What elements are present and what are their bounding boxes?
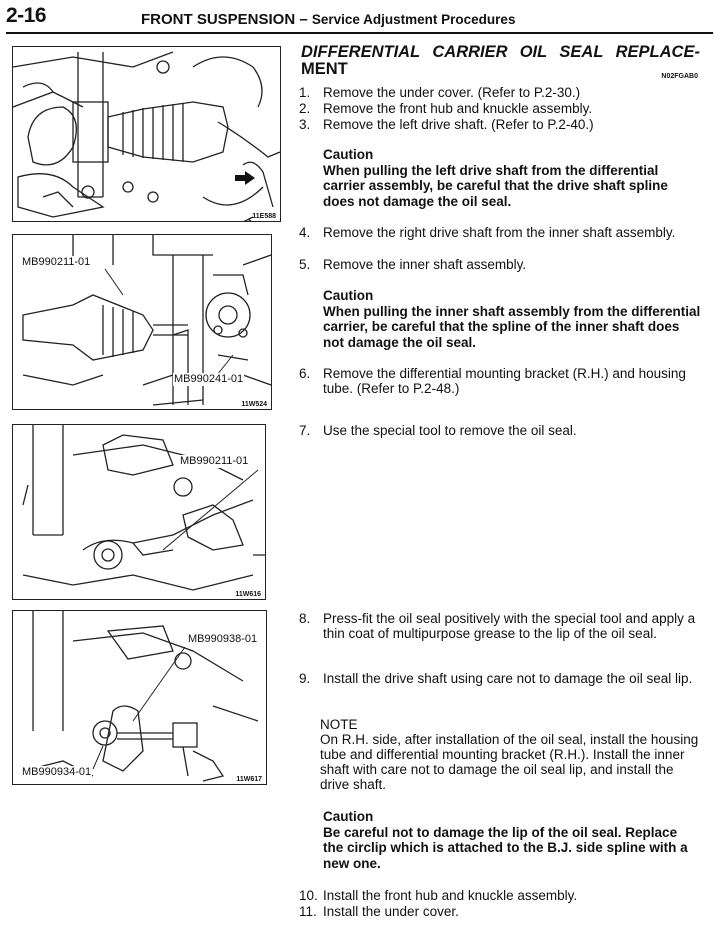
step-number: 6. [299,366,311,381]
step-item [299,888,701,903]
arrow-icon [13,47,280,221]
step-text: Install the under cover. [323,904,459,919]
figure-press-fit-oil-seal [12,610,267,785]
caution-text: When pulling the inner shaft assembly from the differential carrier, be careful that the spline of the inner shaft does not damage the oil seal. [323,303,701,350]
leader-lines [13,425,265,599]
figure-code: 11W617 [236,776,262,783]
figure-remove-oil-seal [12,424,266,600]
step-text: Remove the right drive shaft from the inner shaft assembly. [323,225,676,240]
note-heading: NOTE [320,717,358,732]
step-text: Remove the front hub and knuckle assembly. [323,101,593,116]
header-title [141,11,515,28]
section-title [301,44,700,78]
step-item [299,257,701,272]
tool-label-mb990211: MB990211-01 [180,455,249,467]
header-rule [6,32,713,34]
title-word: MENT [301,60,348,78]
caution-heading: Caution [323,288,374,303]
step-text: Remove the inner shaft assembly. [323,257,527,272]
step-text: Press-fit the oil seal positively with the special tool and apply a thin coat of multipurpose grease to the lip of the oil seal. [323,611,696,641]
step-number: 11. [299,904,317,919]
step-text: Install the drive shaft using care not to damage the oil seal lip. [323,671,693,686]
caution-heading: Caution [323,147,374,162]
leader-lines [13,611,266,784]
title-word: CARRIER [432,43,508,61]
tool-label-mb990241: MB990241-01 [174,373,244,385]
step-item [299,366,701,396]
tool-label-mb990938: MB990938-01 [188,633,258,645]
caution-block [323,809,701,871]
figure-code: 11E588 [252,213,276,220]
caution-heading: Caution [323,809,374,824]
title-word: SEAL [559,43,604,61]
step-number: 7. [299,423,311,438]
step-text: Remove the under cover. (Refer to P.2-30.) [323,85,581,100]
step-item [299,85,701,100]
step-number: 1. [299,85,311,100]
note-text: On R.H. side, after installation of the oil seal, install the housing tube and differential mounting bracket (R.H.). Install the inner shaft with care not to damage the oil seal lip, and install the drive shaft. [320,732,699,792]
step-number: 3. [299,117,311,132]
figure-code: 11W616 [235,591,261,598]
step-number: 9. [299,671,311,686]
reference-code: N02FGAB0 [661,73,698,80]
page-header [6,4,713,32]
figure-inner-shaft [12,234,272,410]
caution-text: Be careful not to damage the lip of the oil seal. Replace the circlip which is attached to the B.J. side spline with a new one. [323,824,688,871]
step-number: 10. [299,888,318,903]
step-item [299,225,701,240]
title-word: OIL [519,43,548,61]
caution-block [323,147,701,209]
step-number: 5. [299,257,311,272]
header-dash: – [295,11,312,28]
step-item [299,671,701,686]
step-text: Install the front hub and knuckle assembly. [323,888,578,903]
step-number: 2. [299,101,311,116]
figure-code: 11W524 [241,401,267,408]
title-word: REPLACE- [615,43,700,61]
step-number: 4. [299,225,311,240]
step-item [299,904,701,919]
step-text: Use the special tool to remove the oil seal. [323,423,577,438]
tool-label-mb990211: MB990211-01 [22,256,91,268]
tool-label-mb990934: MB990934-01 [22,766,92,778]
caution-block [323,288,701,350]
caution-text: When pulling the left drive shaft from the differential carrier assembly, be careful that the drive shaft spline does not damage the oil seal. [323,162,668,209]
step-item [299,611,701,641]
figure-left-drive-shaft [12,46,281,222]
step-text: Remove the left drive shaft. (Refer to P.2-40.) [323,117,594,132]
note-block [320,717,701,792]
step-number: 8. [299,611,311,626]
step-text: Remove the differential mounting bracket (R.H.) and housing tube. (Refer to P.2-48.) [323,366,686,396]
step-item [299,101,701,116]
header-section: FRONT SUSPENSION [141,11,296,28]
step-item [299,117,701,132]
header-subsection: Service Adjustment Procedures [311,12,516,27]
title-word: DIFFERENTIAL [301,43,421,61]
step-item [299,423,701,438]
page-number: 2-16 [6,4,47,27]
